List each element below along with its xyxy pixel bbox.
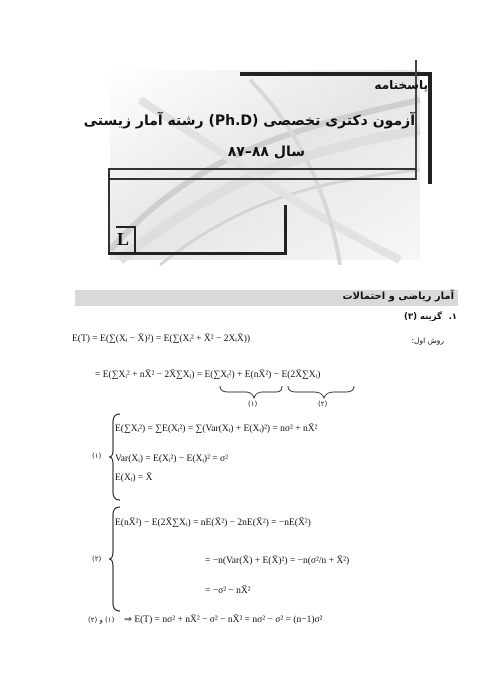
brace2-line-3: = −σ² − nX̄² <box>205 586 251 596</box>
final-equation: ⇒ E(T) = nσ² + nX̄² − σ² − nX̄² = nσ² − σ² = (n−1)σ² <box>124 615 323 625</box>
brace2-label: (۲) <box>92 555 102 563</box>
brace-label-2: (۲) <box>318 400 328 408</box>
brace2-line-2: = −n(Var(X̄) + E(X̄)²) = −n(σ²/n + X̄²) <box>205 556 350 566</box>
exam-title: آزمون دکتری تخصصی (Ph.D) رشته آمار زیستی <box>83 113 415 129</box>
frame-top-line <box>240 72 430 76</box>
question-number: ۱. <box>448 312 457 322</box>
frame-bottom-right-line <box>284 205 287 255</box>
brace1-line-3: E(Xᵢ) = X̄ <box>115 473 153 483</box>
brace1-label: (۱) <box>92 452 102 460</box>
brace1-line-1: E(∑Xᵢ²) = ∑E(Xᵢ²) = ∑(Var(Xᵢ) + E(Xᵢ)²) = nσ² + nX̄² <box>115 424 318 434</box>
corner-letter: L <box>117 229 130 249</box>
frame-box-top <box>116 226 136 228</box>
section-title: آمار ریاضی و احتمالات <box>342 291 454 302</box>
frame-left-line <box>108 168 110 254</box>
frame-mid-line-2 <box>108 178 416 180</box>
frame-mid-line <box>108 168 416 170</box>
answer-sheet-title: پاسخنامه <box>374 78 428 92</box>
equation-line-1: E(T) = E(∑(Xᵢ − X̄)²) = E(∑(Xᵢ² + X̄² − 2XᵢX̄)) <box>72 334 251 344</box>
frame-bottom-line <box>108 252 286 255</box>
underbraces <box>218 384 358 404</box>
answer-option: گزینه (۳) <box>404 312 442 322</box>
exam-year: سال ۸۸–۸۷ <box>227 144 305 160</box>
final-label: (۱) و (۲) <box>88 616 115 624</box>
brace2-line-1: E(nX̄²) − E(2X̄∑Xᵢ) = nE(X̄²) − 2nE(X̄²) = −nE(X̄²) <box>115 518 311 528</box>
brace1-line-2: Var(Xᵢ) = E(Xᵢ²) − E(Xᵢ)² = σ² <box>115 454 229 464</box>
brace-label-1: (۱) <box>248 400 258 408</box>
frame-right-line <box>428 72 432 184</box>
frame-box-right <box>134 226 136 252</box>
method-label: روش اول: <box>411 336 444 345</box>
equation-line-2: = E(∑Xᵢ² + nX̄² − 2X̄∑Xᵢ) = E(∑Xᵢ²) + E(nX̄²) − E(2X̄∑Xᵢ) <box>95 370 321 380</box>
